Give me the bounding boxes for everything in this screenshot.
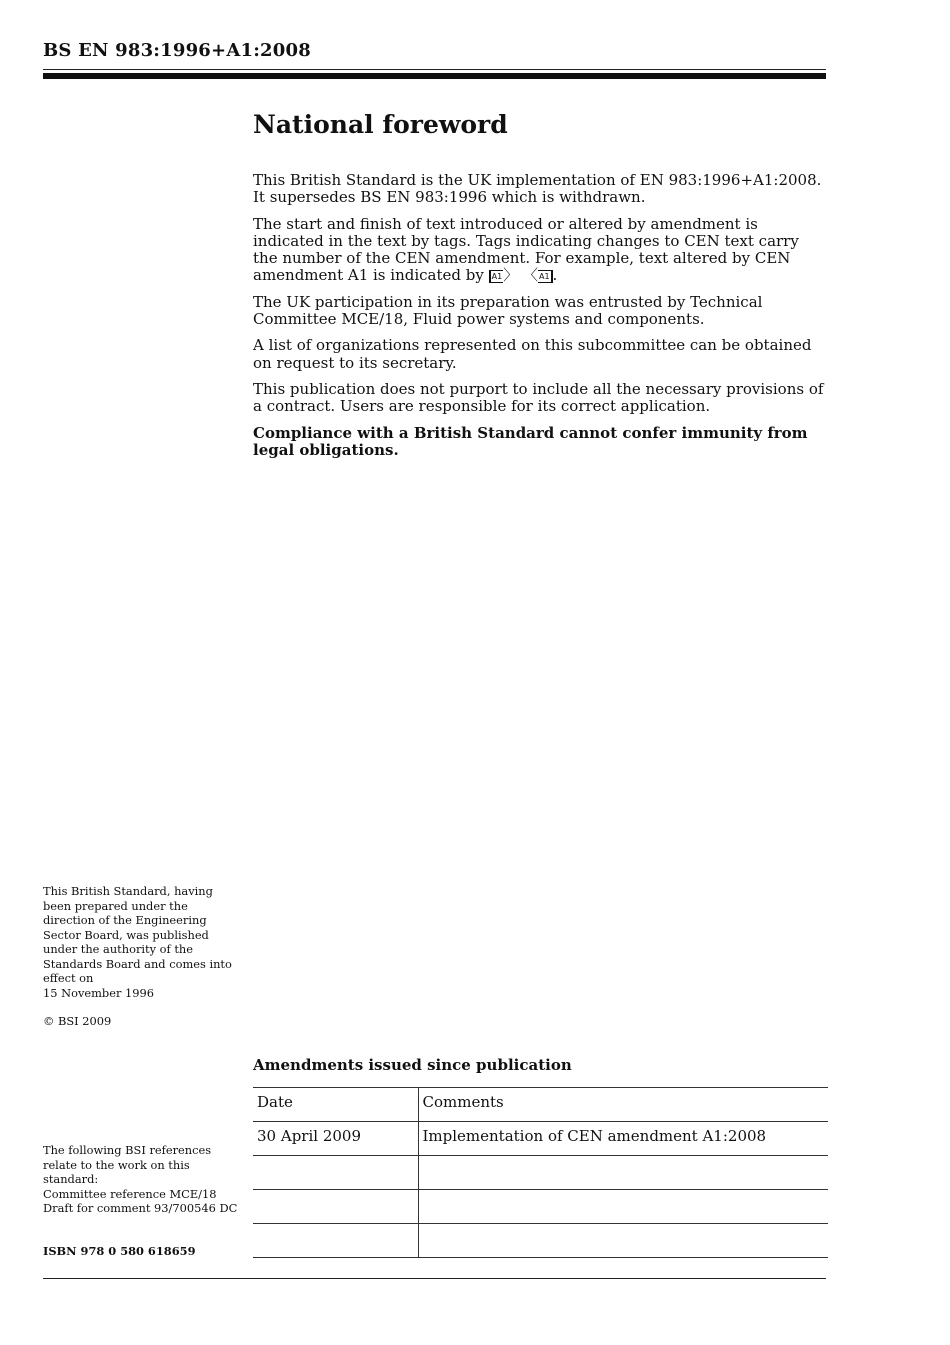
isbn: ISBN 978 0 580 618659 <box>43 1244 196 1258</box>
cell-date <box>253 1190 418 1224</box>
paragraph-tags: The start and finish of text introduced or altered by amendment is indicated in the text by tags. Tags indicating changes to CEN text carry the number of the CEN amendment. For example, text altered by CEN amendment A1 is indicated by A1〉 〈A1 . <box>253 214 799 285</box>
amendments-table <box>253 1087 828 1258</box>
footer-rule <box>43 1278 826 1279</box>
header-date: Date <box>253 1088 418 1122</box>
cell-date <box>253 1156 418 1190</box>
sidebar-bsi-references: The following BSI references relate to the work on this standard: Committee reference MCE/18 Draft for comment 93/700546 DC <box>43 1143 238 1215</box>
paragraph-compliance: Compliance with a British Standard cannot confer immunity from legal obligations. <box>253 423 808 459</box>
main-content <box>253 108 828 468</box>
paragraph-implementation <box>253 172 828 207</box>
cell-comment <box>418 1190 828 1224</box>
cell-date <box>253 1224 418 1258</box>
table-row <box>253 1224 828 1258</box>
paragraph-participation: The UK participation in its preparation was entrusted by Technical Committee MCE/18, Fluid power systems and components. <box>253 292 763 329</box>
cell-date: 30 April 2009 <box>253 1122 418 1156</box>
sidebar-copyright: © BSI 2009 <box>43 1014 112 1028</box>
tags-text: The start and finish of text introduced or altered by amendment is indicated in the text by tags. Tags indicating changes to CEN text carry the number of the CEN amendment. For example, text altered by CEN amendment A1 is indicated by <box>253 214 799 285</box>
implementation-line: This British Standard is the UK implementation of EN 983:1996+A1:2008. <box>253 171 822 189</box>
header-comments: Comments <box>418 1088 828 1122</box>
paragraph-provisions: This publication does not purport to include all the necessary provisions of a contract. Users are responsible for its correct application. <box>253 379 824 416</box>
table-row <box>253 1156 828 1190</box>
amendments-title: Amendments issued since publication <box>253 1056 572 1074</box>
header-rule-thick <box>43 73 826 79</box>
sidebar-publication-note: This British Standard, having been prepared under the direction of the Engineering Sector Board, was published under the authority of the Standards Board and comes into effect on 15 November 1996 <box>43 884 232 1000</box>
header-rule-thin <box>43 69 826 70</box>
document-id: BS EN 983:1996+A1:2008 <box>43 40 311 61</box>
amendment-open-tag: A1 <box>489 270 504 283</box>
cell-comment <box>418 1224 828 1258</box>
table-row <box>253 1190 828 1224</box>
cell-comment: Implementation of CEN amendment A1:2008 <box>418 1122 828 1156</box>
table-row <box>253 1122 828 1156</box>
supersedes-line: It supersedes BS EN 983:1996 which is withdrawn. <box>253 188 646 207</box>
cell-comment <box>418 1156 828 1190</box>
amendment-close-tag: A1 <box>538 270 553 283</box>
page-title: National foreword <box>253 110 508 139</box>
paragraph-organizations: A list of organizations represented on this subcommittee can be obtained on request to its secretary. <box>253 336 812 372</box>
table-header-row <box>253 1088 828 1122</box>
